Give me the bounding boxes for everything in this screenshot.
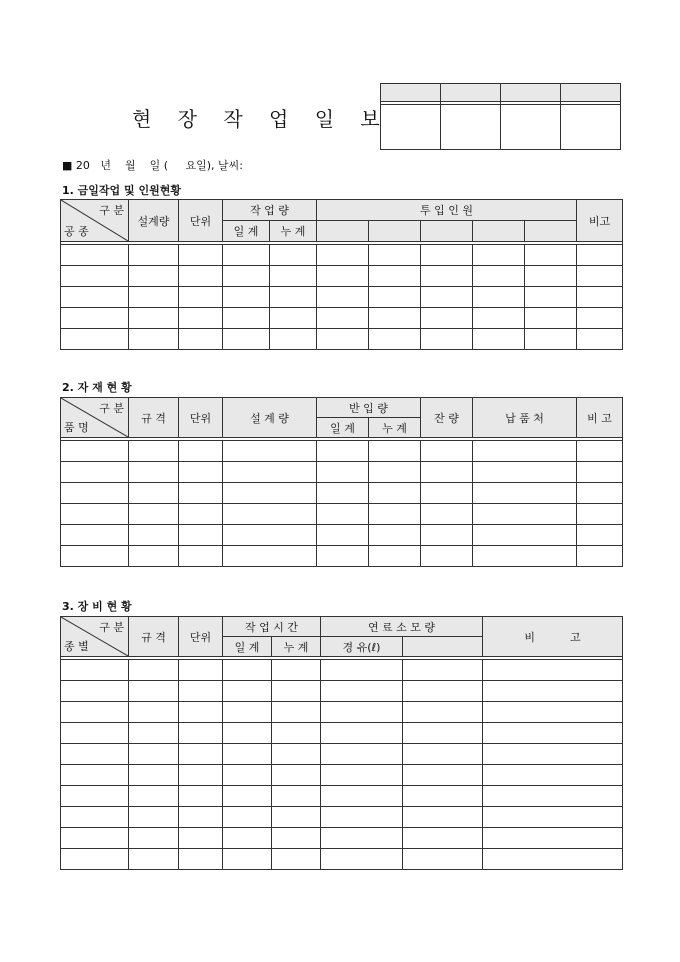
approval-sign-cell[interactable] [501, 105, 561, 150]
table-row [61, 702, 623, 723]
col-unit: 단위 [179, 617, 223, 657]
col-daily: 일 계 [317, 418, 369, 438]
staff-sub-cell [525, 221, 577, 242]
approval-sign-cell[interactable] [561, 105, 621, 150]
table-row [61, 546, 623, 567]
date-weather-line [62, 157, 243, 173]
col-spec: 규 격 [129, 617, 179, 657]
table-row [61, 807, 623, 828]
staff-sub-cell [317, 221, 369, 242]
diag-bottom-label: 종 별 [64, 640, 89, 653]
col-note: 비 고 [483, 617, 623, 657]
col-work: 작 업 량 [223, 200, 317, 221]
table-row [61, 266, 623, 287]
approval-box [380, 83, 621, 150]
table-row [61, 681, 623, 702]
approval-header-cell[interactable] [501, 84, 561, 102]
bullet-icon: ■ [62, 159, 73, 172]
table-row [61, 765, 623, 786]
table-row [61, 525, 623, 546]
section-work-heading: 1. 금일작업 및 인원현황 [62, 184, 181, 197]
table-row [61, 504, 623, 525]
table-row [61, 462, 623, 483]
col-staff: 투 입 인 원 [317, 200, 577, 221]
table-row [61, 786, 623, 807]
col-cum: 누 계 [270, 221, 317, 242]
col-supplier: 납 품 처 [473, 398, 577, 438]
page-title: 현 장 작 업 일 보 [132, 107, 390, 131]
diag-top-label: 구 분 [99, 204, 124, 217]
approval-sign-cell[interactable] [441, 105, 501, 150]
fuel-sub-cell [403, 637, 483, 657]
col-daily: 일 계 [223, 637, 272, 657]
equipment-table [60, 616, 623, 870]
section-equipment-heading: 3. 장 비 현 황 [62, 600, 132, 613]
section-material-heading: 2. 자 재 현 황 [62, 381, 132, 394]
approval-header-cell[interactable] [561, 84, 621, 102]
table-row [61, 744, 623, 765]
diag-bottom-label: 공 종 [64, 225, 89, 238]
col-cum: 누 계 [369, 418, 421, 438]
table-row [61, 483, 623, 504]
table-row [61, 441, 623, 462]
col-note: 비 고 [577, 398, 623, 438]
col-fuel: 연 료 소 모 량 [321, 617, 483, 637]
date-weather-text: 20 년 월 일 ( 요일), 날씨: [75, 159, 244, 172]
col-cum: 누 계 [272, 637, 321, 657]
col-spec: 규 격 [129, 398, 179, 438]
col-unit: 단위 [179, 200, 223, 242]
approval-header-cell[interactable] [381, 84, 441, 102]
table-row [61, 245, 623, 266]
approval-sign-cell[interactable] [381, 105, 441, 150]
col-time: 작 업 시 간 [223, 617, 321, 637]
diag-bottom-label: 품 명 [64, 421, 89, 434]
diagonal-header-cell [61, 200, 129, 242]
table-row [61, 723, 623, 744]
diag-top-label: 구 분 [99, 402, 124, 415]
col-daily: 일 계 [223, 221, 270, 242]
col-unit: 단위 [179, 398, 223, 438]
staff-sub-cell [421, 221, 473, 242]
table-row [61, 849, 623, 870]
table-row [61, 329, 623, 350]
table-row [61, 828, 623, 849]
col-note: 비고 [577, 200, 623, 242]
col-diesel: 경 유(ℓ) [321, 637, 403, 657]
table-row [61, 287, 623, 308]
table-row [61, 308, 623, 329]
col-in: 반 입 량 [317, 398, 421, 418]
col-remain: 잔 량 [421, 398, 473, 438]
work-table [60, 199, 623, 350]
col-design: 설계량 [129, 200, 179, 242]
material-table [60, 397, 623, 567]
diagonal-header-cell [61, 617, 129, 657]
approval-header-cell[interactable] [441, 84, 501, 102]
staff-sub-cell [369, 221, 421, 242]
col-design: 설 계 량 [223, 398, 317, 438]
diag-top-label: 구 분 [99, 621, 124, 634]
diagonal-header-cell [61, 398, 129, 438]
staff-sub-cell [473, 221, 525, 242]
table-row [61, 660, 623, 681]
